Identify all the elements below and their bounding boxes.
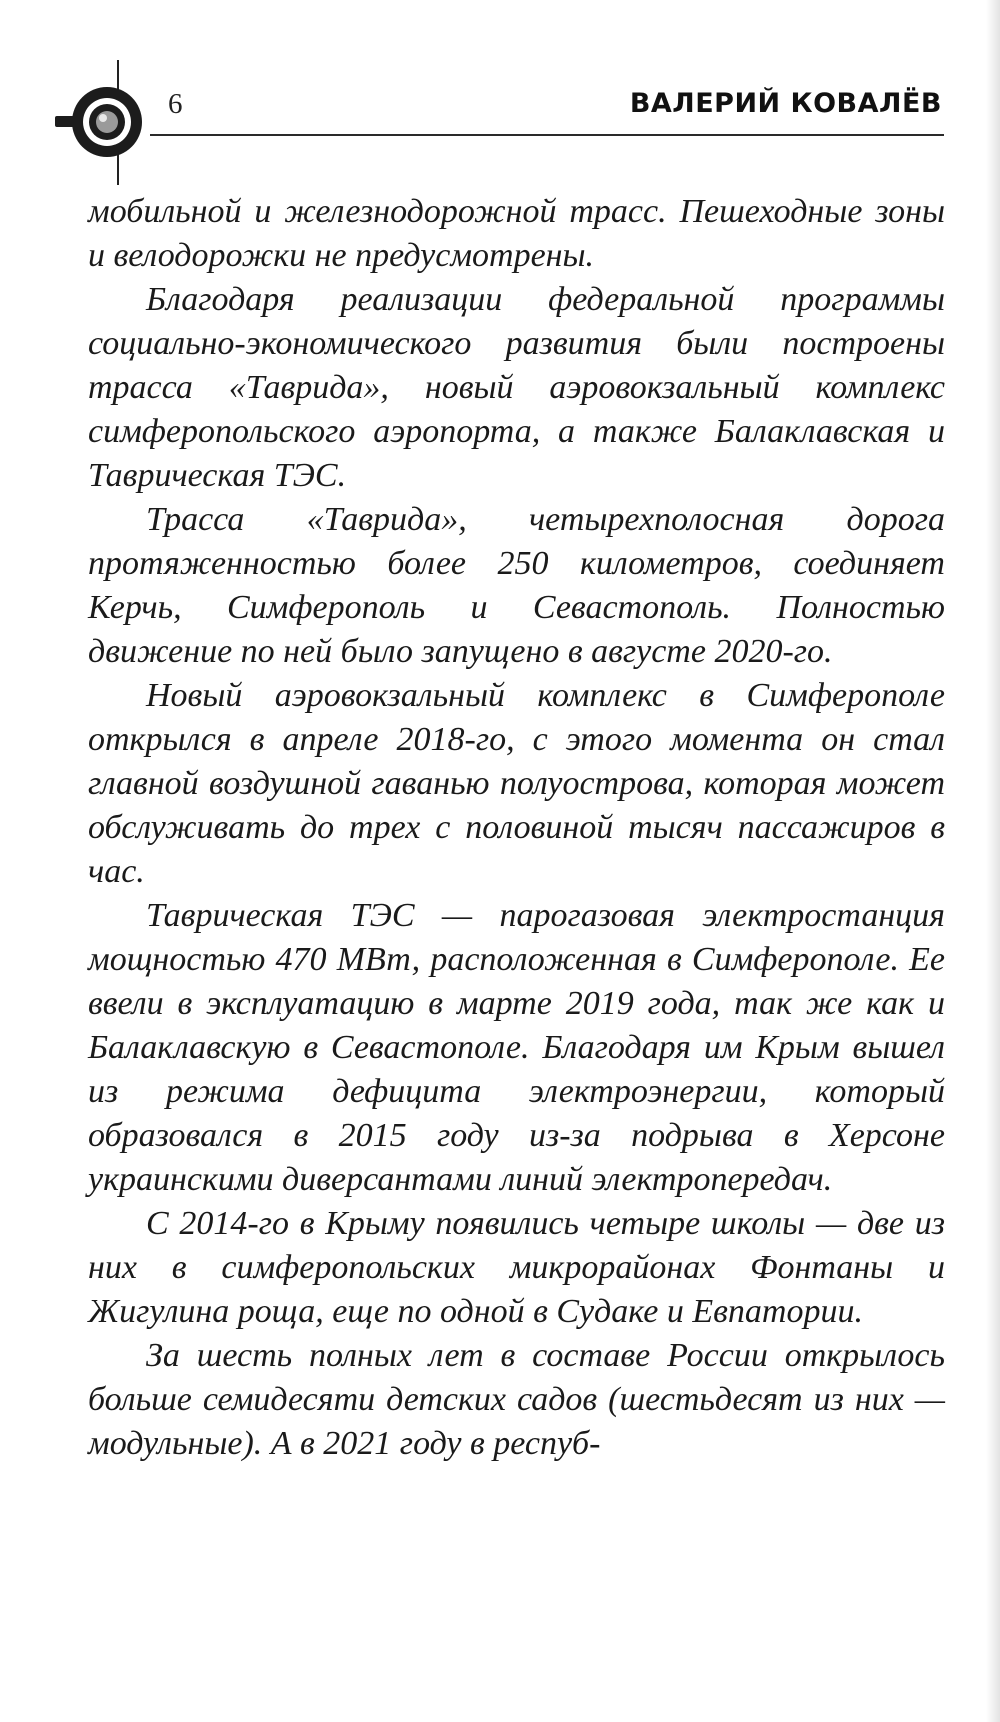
paragraph-4: Новый аэровокзальный комплекс в Симферополе открылся в апреле 2018-го, с этого момента он стал главной воздушной гаванью полуострова, которая может обслуживать до трех с половиной тысяч пассажиров в час. <box>88 677 945 890</box>
target-emblem-icon <box>55 60 160 185</box>
body-text <box>88 190 945 1466</box>
paragraph-1: мобильной и железнодорожной трасс. Пешеходные зоны и велодорожки не предусмотрены. <box>88 193 945 274</box>
paragraph-5: Таврическая ТЭС — парогазовая электростанция мощностью 470 МВт, расположенная в Симферополе. Ее ввели в эксплуатацию в марте 2019 года, так же как и Балаклавскую в Севастополе. Благодаря им Крым вышел из режима дефицита электроэнергии, который образовался в 2015 году из-за подрыва в Херсоне украинскими диверсантами линий электропередач. <box>88 897 945 1198</box>
paragraph-2: Благодаря реализации федеральной программы социально-экономического развития были построены трасса «Таврида», новый аэровокзальный комплекс симферопольского аэропорта, а также Балаклавская и Таврическая ТЭС. <box>88 281 945 494</box>
running-head-author: ВАЛЕРИЙ КОВАЛЁВ <box>629 88 942 119</box>
page-edge-shadow <box>986 0 1000 1722</box>
paragraph-6: С 2014-го в Крыму появились четыре школы — две из них в симферопольских микрорайонах Фонтаны и Жигулина роща, еще по одной в Судаке и Евпатории. <box>88 1205 945 1330</box>
page-number: 6 <box>168 88 183 120</box>
paragraph-3: Трасса «Таврида», четырехполосная дорога протяженностью более 250 километров, соединяет Керчь, Симферополь и Севастополь. Полностью движение по ней было запущено в августе 2020-го. <box>88 501 945 670</box>
paragraph-7: За шесть полных лет в составе России открылось больше семидесяти детских садов (шестьдесят из них — модульные). А в 2021 году в респуб- <box>88 1337 945 1462</box>
header-rule <box>150 134 944 136</box>
